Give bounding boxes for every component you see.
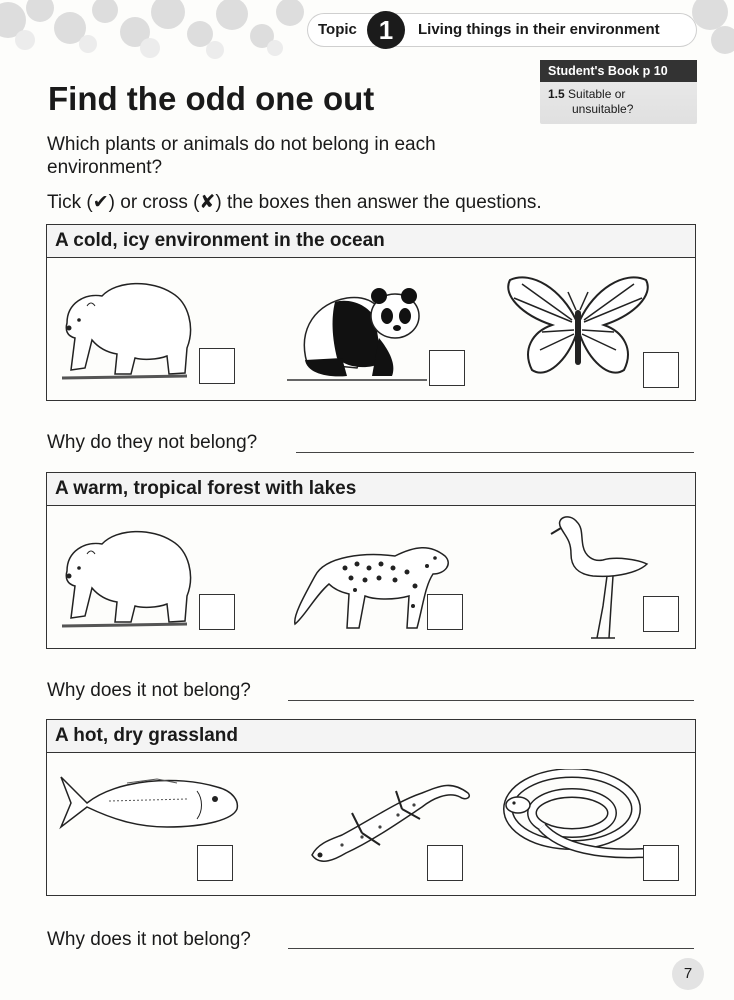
tick-box-gecko[interactable]: [427, 845, 463, 881]
question-1-label: Why do they not belong?: [47, 432, 258, 453]
flamingo-illustration: [547, 510, 657, 642]
tick-box-polar-bear[interactable]: [199, 594, 235, 630]
activity-name-line1: Suitable or: [568, 87, 626, 101]
instruction-text: Tick (✔) or cross (✘) the boxes then answer the questions.: [47, 192, 542, 213]
section-heading: A warm, tropical forest with lakes: [47, 473, 695, 506]
panda-illustration: [287, 268, 427, 388]
page-title: Find the odd one out: [48, 80, 375, 117]
activity-reference: [548, 87, 625, 101]
tick-box-panda[interactable]: [429, 350, 465, 386]
section-cold-ocean: [46, 224, 696, 401]
polar-bear-illustration: [57, 516, 197, 636]
activity-name-line2: unsuitable?: [572, 102, 634, 116]
section-heading: A hot, dry grassland: [47, 720, 695, 753]
topic-label: Topic: [318, 21, 357, 38]
question-3-answer-line[interactable]: [288, 948, 694, 949]
question-2-label: Why does it not belong?: [47, 680, 251, 701]
tick-box-polar-bear[interactable]: [199, 348, 235, 384]
activity-number: 1.5: [548, 87, 565, 101]
question-1-answer-line[interactable]: [296, 452, 694, 453]
polar-bear-illustration: [57, 268, 197, 388]
question-3-label: Why does it not belong?: [47, 929, 251, 950]
section-heading: A cold, icy environment in the ocean: [47, 225, 695, 258]
question-2-answer-line[interactable]: [288, 700, 694, 701]
section-hot-grassland: [46, 719, 696, 896]
page-number: 7: [672, 958, 704, 990]
tick-box-snake[interactable]: [643, 845, 679, 881]
tick-box-leopard[interactable]: [427, 594, 463, 630]
tick-box-flamingo[interactable]: [643, 596, 679, 632]
student-book-reference: Student's Book p 10: [540, 60, 697, 82]
tick-box-butterfly[interactable]: [643, 352, 679, 388]
butterfly-illustration: [502, 270, 654, 382]
topic-number-badge: 1: [367, 11, 405, 49]
fish-illustration: [57, 769, 242, 839]
intro-text: Which plants or animals do not belong in each environment?: [47, 134, 436, 178]
tick-box-fish[interactable]: [197, 845, 233, 881]
topic-title: Living things in their environment: [418, 21, 660, 38]
section-tropical-forest: [46, 472, 696, 649]
